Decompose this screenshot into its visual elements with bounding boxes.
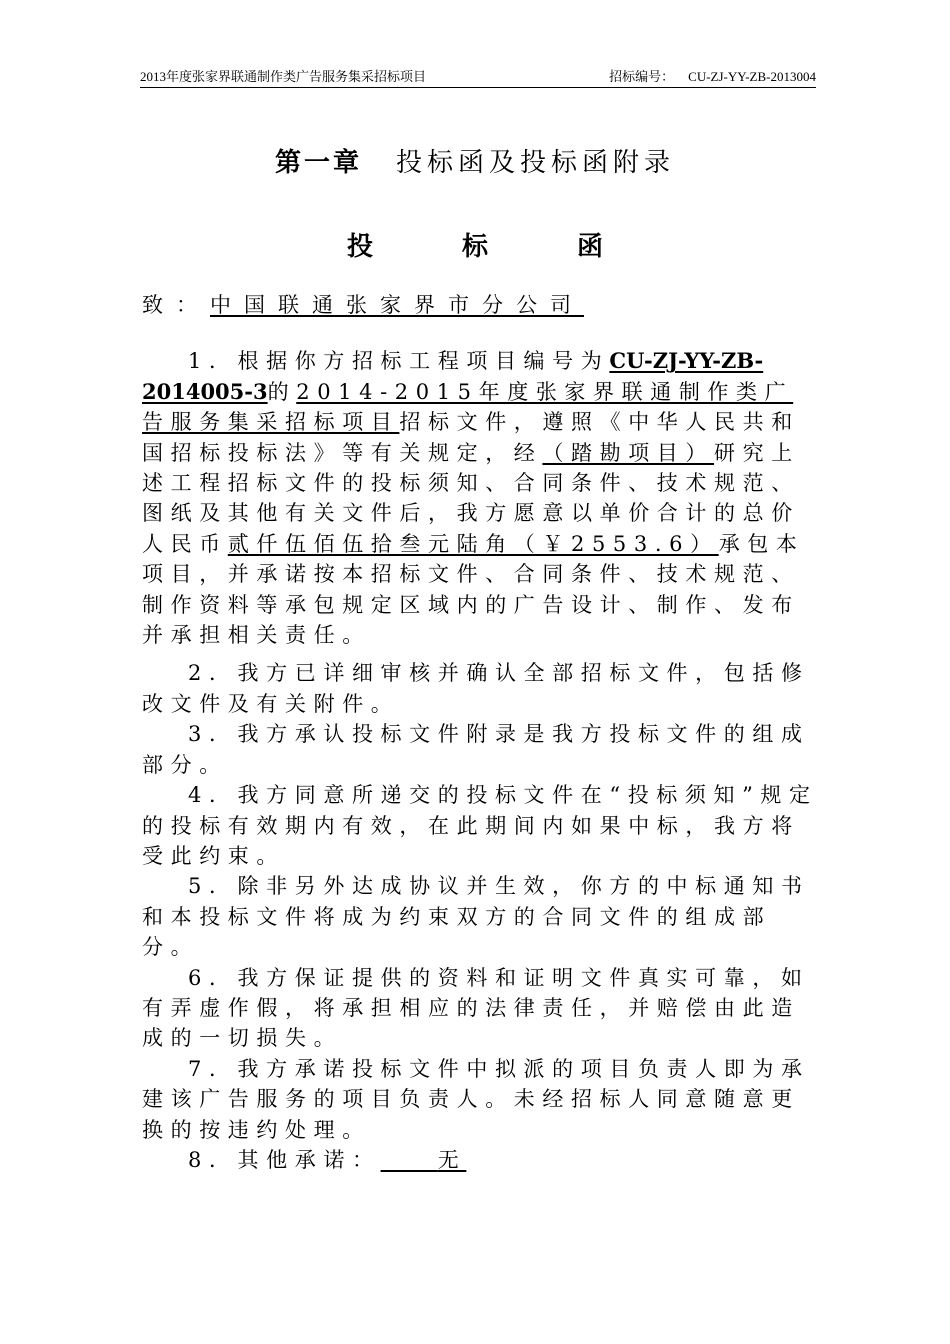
project-name: 2014-2015年度张家界联通制作类广告服务集采招标项目 — [142, 379, 794, 435]
header-project-title: 2013年度张家界联通制作类广告服务集采招标项目 — [140, 69, 427, 84]
paragraph-3: 3．我方承认投标文件附录是我方投标文件的组成部分。 — [142, 722, 810, 777]
chapter-number: 第一章 — [274, 148, 362, 178]
item1-mid1: 招标文件，遵照《中华人民共和国招标投标法》等有关规定，经 — [142, 410, 800, 465]
bid-amount: 贰仟伍佰伍拾叁元陆角（￥2553.6） — [227, 531, 719, 556]
item1-suffix: 承包本项目，并承诺按本招标文件、合同条件、技术规范、制作资料等承包规定区域内的广告设计、制作、发布并承担相关责任。 — [142, 531, 805, 648]
paragraph-8 — [142, 1145, 818, 1175]
header-bid-number — [609, 66, 816, 85]
paragraph-1 — [142, 346, 818, 650]
recipient-name: 中国联通张家界市分公司 — [210, 293, 584, 317]
paragraph-5: 5．除非另外达成协议并生效，你方的中标通知书和本投标文件将成为约束双方的合同文件的组成部分。 — [142, 874, 810, 960]
other-commitment-text: 无 — [437, 1147, 467, 1172]
other-commitment-value — [381, 1148, 467, 1172]
paragraph-7: 7．我方承诺投标文件中拟派的项目负责人即为承建该广告服务的项目负责人。未经招标人同意随意更换的按违约处理。 — [142, 1056, 810, 1142]
letter-body — [142, 290, 818, 1175]
item1-prefix: 1．根据你方招标工程项目编号为 — [188, 349, 610, 374]
paragraph-4: 4．我方同意所递交的投标文件在“投标须知”规定的投标有效期内有效，在此期间内如果中标，我方将受此约束。 — [142, 783, 818, 868]
recipient-label: 致： — [142, 293, 210, 317]
item1-of: 的 — [267, 379, 297, 404]
document-title: 投 标 函 — [346, 232, 644, 262]
paragraph-2: 2．我方已详细审核并确认全部招标文件，包括修改文件及有关附件。 — [142, 661, 810, 716]
paragraph-6: 6．我方保证提供的资料和证明文件真实可靠，如有弄虚作假，将承担相应的法律责任，并赔偿由此造成的一切损失。 — [142, 965, 810, 1051]
chapter-heading — [0, 142, 950, 179]
page-header — [140, 66, 816, 88]
chapter-name: 投标函及投标函附录 — [396, 148, 676, 178]
survey-note: （踏勘项目） — [542, 440, 715, 465]
item1-mid2: 研究上述工程招标文件的投标须知、合同条件、技术规范、图纸及其他有关文件后，我方愿意以单价合计的总价人民币 — [142, 440, 800, 556]
other-commitment-label: 8．其他承诺： — [188, 1147, 381, 1172]
bid-number-label: 招标编号： — [609, 69, 675, 84]
bid-number-value: CU-ZJ-YY-ZB-2013004 — [688, 69, 816, 84]
recipient-line — [142, 290, 818, 320]
project-number: CU-ZJ-YY-ZB-2014005-3 — [142, 348, 764, 404]
